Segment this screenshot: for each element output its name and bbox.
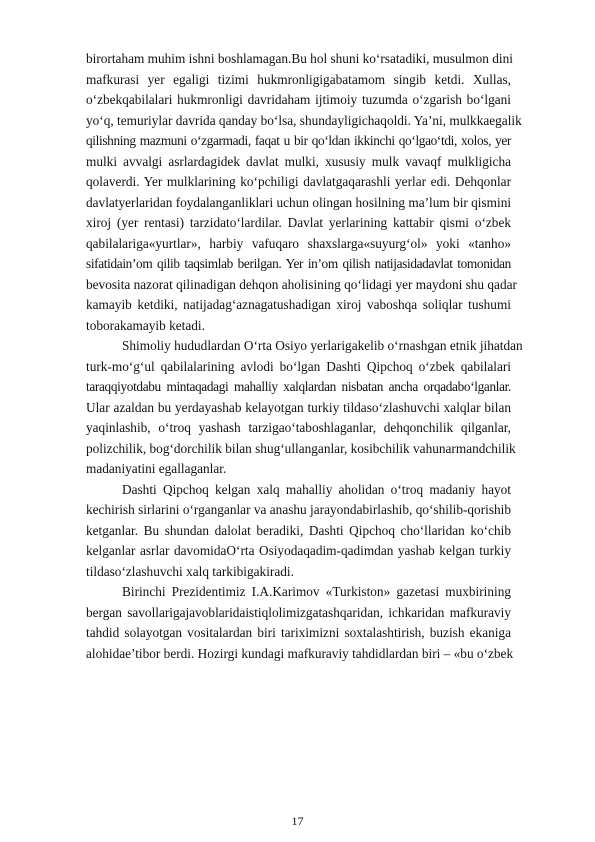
body-text: [86, 49, 523, 664]
text-line: Dashti Qipchoq kelgan xalq mahalliy aholidan o‘troq madaniy hayot: [122, 481, 511, 497]
text-line: mulki avvalgi asrlardagidek davlat mulki, xususiy mulk vavaqf mulkligicha: [86, 153, 511, 169]
text-line: alohidae’tibor berdi. Hozirgi kundagi mafkuraviy tahdidlardan biri – «bu o‘zbek: [86, 645, 514, 661]
text-line: turk-mo‘g‘ul qabilalarining avlodi bo‘lgan Dashti Qipchoq o‘zbek qabilalari: [86, 358, 511, 374]
text-line: bergan savollarigajavoblaridaistiqlolimizgatashqaridan, ichkaridan mafkuraviy: [86, 604, 511, 620]
text-line: taraqqiyotdabu mintaqadagi mahalliy xalqlardan nisbatan ancha orqadabo‘lganlar.: [86, 379, 511, 394]
text-line: birortaham muhim ishni boshlamagan.Bu hol shuni ko‘rsatadiki, musulmon dini: [86, 51, 513, 66]
text-line: Ular azaldan bu yerdayashab kelayotgan turkiy tildaso‘zlashuvchi xalqlar bilan: [86, 399, 511, 415]
text-line: sifatidain’om qilib taqsimlab berilgan. Yer in’om qilish natijasidadavlat tomonidan: [86, 256, 511, 271]
text-line: kelganlar asrlar davomidaO‘rta Osiyodaqadim-qadimdan yashab kelgan turkiy: [86, 543, 511, 558]
text-line: kechirish sirlarini o‘rganganlar va anashu jarayondabirlashib, qo‘shilib-qorishib: [86, 502, 511, 517]
text-line: xiroj (yer rentasi) tarzidato‘lardilar. Davlat yerlarining kattabir qismi o‘zbek: [86, 215, 511, 230]
text-line: ketganlar. Bu shundan dalolat beradiki, Dashti Qipchoq cho‘llaridan ko‘chib: [86, 522, 511, 538]
page-number: 17: [291, 814, 304, 828]
text-line: o‘zbekqabilalari hukmronligi davridaham ijtimoiy tuzumda o‘zgarish bo‘lgani: [86, 92, 511, 107]
text-line: madaniyatini egallaganlar.: [86, 461, 227, 476]
text-line: yo‘q, temuriylar davrida qanday bo‘lsa, shundayligichaqoldi. Ya’ni, mulkkaegalik: [86, 112, 522, 128]
text-line: qolaverdi. Yer mulklarining ko‘pchiligi davlatgaqarashli yerlar edi. Dehqonlar: [86, 174, 511, 189]
text-line: tahdid solayotgan vositalardan biri tariximizni soxtalashtirish, buzish ekaniga: [86, 625, 511, 640]
text-line: yaqinlashib, o‘troq yashash tarzigao‘taboshlaganlar, dehqonchilik qilganlar,: [86, 420, 511, 435]
text-line: tildaso‘zlashuvchi xalq tarkibigakiradi.: [86, 563, 294, 579]
text-line: davlatyerlaridan foydalanganliklari uchun olingan hosilning ma’lum bir qismini: [86, 194, 512, 210]
text-line: Shimoliy hududlardan O‘rta Osiyo yerlarigakelib o‘rnashgan etnik jihatdan: [122, 338, 523, 353]
text-line: kamayib ketdiki, natijadag‘aznagatushadigan xiroj vaboshqa soliqlar tushumi: [86, 297, 511, 312]
text-line: qabilalariga«yurtlar», harbiy vafuqaro shaxslarga«suyurg‘ol» yoki «tanho»: [86, 235, 511, 251]
text-line: polizchilik, bog‘dorchilik bilan shug‘ullanganlar, kosibchilik vahunarmandchilik: [86, 440, 516, 456]
text-line: qilishning mazmuni o‘zgarmadi, faqat u bir qo‘ldan ikkinchi qo‘lgao‘tdi, xolos, yer: [86, 133, 511, 148]
text-line: toborakamayib ketadi.: [86, 317, 205, 333]
text-line: bevosita nazorat qilinadigan dehqon aholisining qo‘lidagi yer maydoni shu qadar: [86, 276, 517, 292]
text-line: Birinchi Prezidentimiz I.A.Karimov «Turkiston» gazetasi muxbirining: [122, 584, 511, 599]
text-line: mafkurasi yer egaligi tizimi hukmronligigabatamom singib ketdi. Xullas,: [86, 71, 511, 87]
